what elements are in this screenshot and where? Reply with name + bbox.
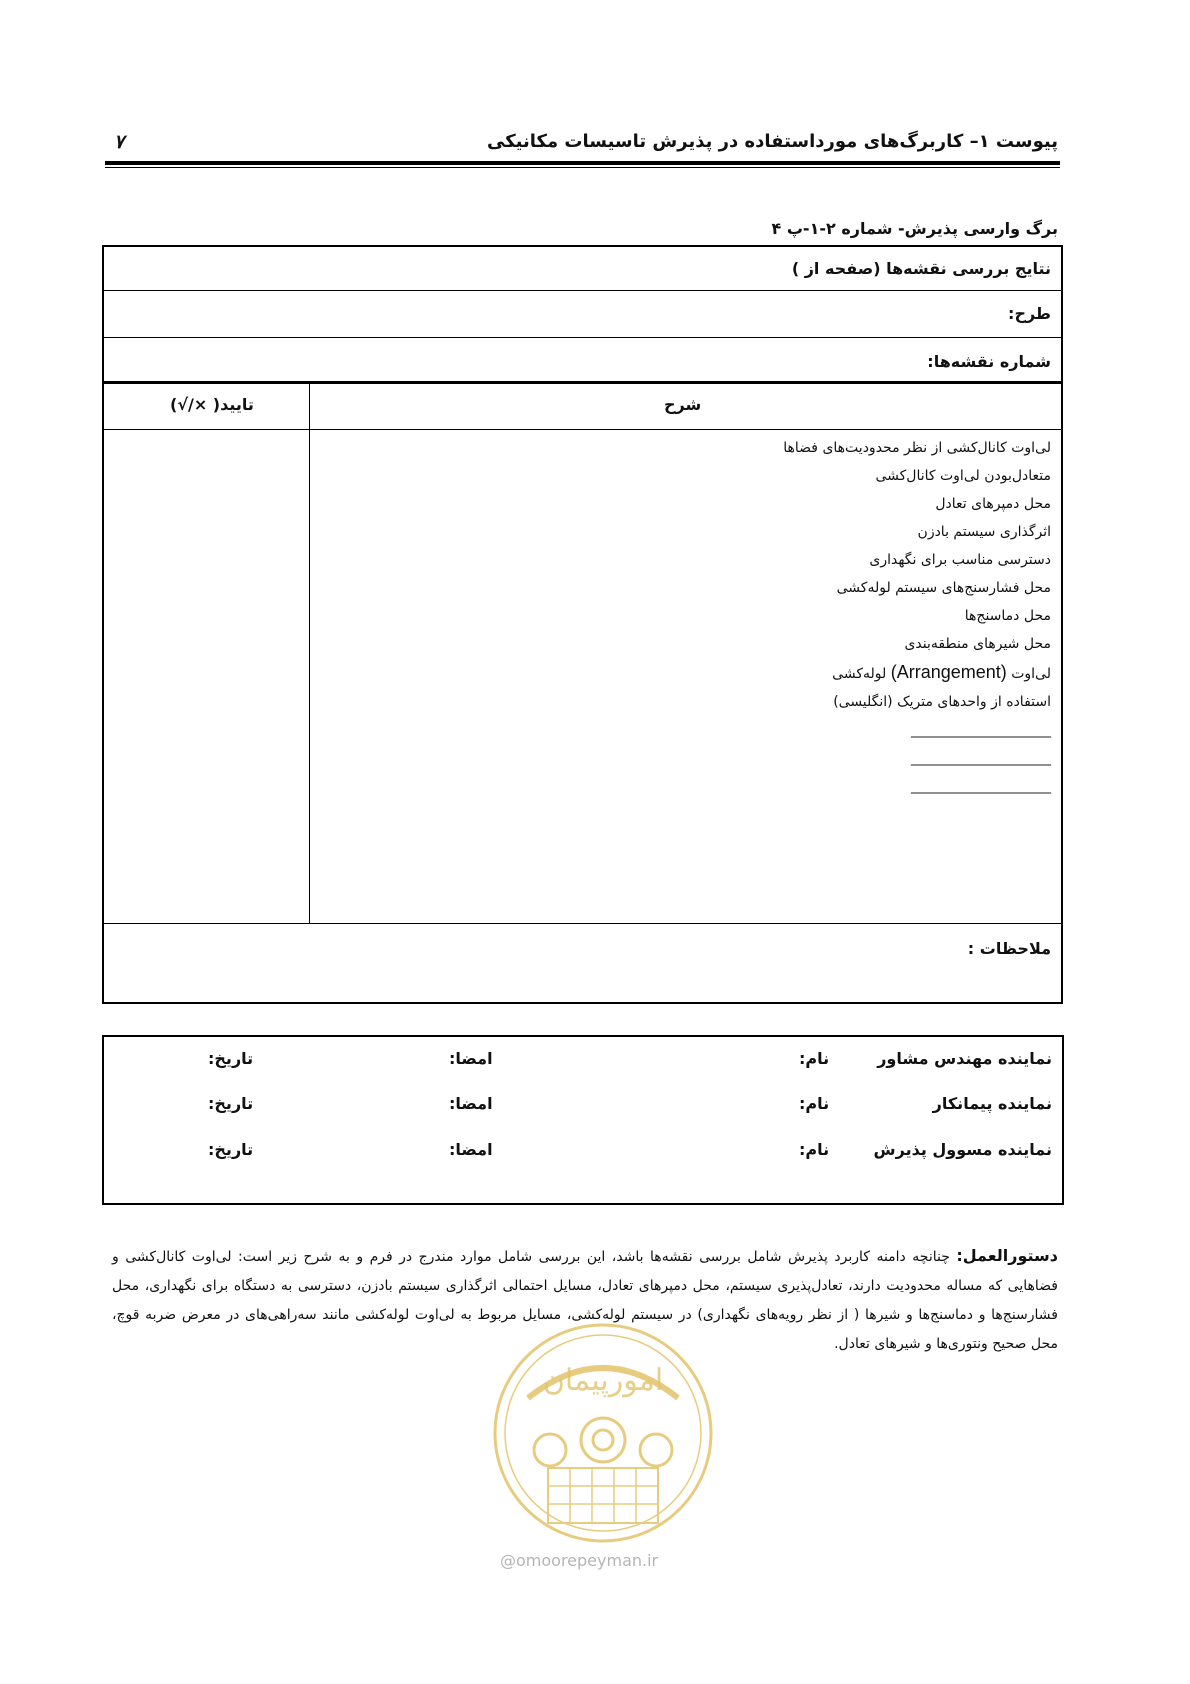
watermark-url: @omoorepeyman.ir: [500, 1551, 659, 1570]
watermark-logo-icon: [488, 1318, 718, 1548]
blank-line: ____________________: [911, 778, 1051, 794]
form-row-divider: [104, 290, 1061, 291]
checklist-item: استفاده از واحدهای متریک (انگلیسی): [833, 694, 1051, 710]
sign-label: امضا:: [449, 1140, 493, 1159]
signature-role: نماینده مهندس مشاور: [877, 1049, 1052, 1068]
instructions-label: دستورالعمل:: [956, 1246, 1058, 1265]
remarks-label: ملاحظات :: [967, 939, 1051, 958]
name-label: نام:: [799, 1049, 830, 1068]
blank-line: ____________________: [911, 722, 1051, 738]
column-header-description: شرح: [664, 395, 702, 414]
checklist-item: محل دمپرهای تعادل: [935, 496, 1051, 512]
project-label: طرح:: [1008, 304, 1051, 323]
name-label: نام:: [799, 1140, 830, 1159]
date-label: تاریخ:: [208, 1140, 254, 1159]
svg-text:امورپیمان: امورپیمان: [542, 1363, 664, 1398]
checklist-item: محل فشارسنج‌های سیستم لوله‌کشی: [836, 580, 1051, 596]
date-label: تاریخ:: [208, 1094, 254, 1113]
sign-label: امضا:: [449, 1094, 493, 1113]
checklist-item: محل دماسنج‌ها: [964, 608, 1051, 624]
checklist-item: دسترسی مناسب برای نگهداری: [869, 552, 1051, 568]
signature-row: [104, 1049, 1062, 1079]
name-label: نام:: [799, 1094, 830, 1113]
form-row-divider: [104, 337, 1061, 338]
checklist-item: متعادل‌بودن لی‌اوت کانال‌کشی: [875, 468, 1051, 484]
signature-role: نماینده پیمانکار: [932, 1094, 1052, 1113]
sign-label: امضا:: [449, 1049, 493, 1068]
signature-row: [104, 1140, 1062, 1170]
date-label: تاریخ:: [208, 1049, 254, 1068]
drawing-numbers-label: شماره نقشه‌ها:: [927, 352, 1051, 371]
results-label: نتایج بررسی نقشه‌ها (صفحه از ): [791, 259, 1051, 278]
table-column-divider: [309, 382, 310, 923]
form-title: برگ وارسی پذیرش- شماره ۲-۱-پ ۴: [771, 219, 1058, 238]
checklist-item: محل شیرهای منطقه‌بندی: [904, 636, 1051, 652]
instructions-text: چنانچه دامنه کاربرد پذیرش شامل بررسی نقشه‌ها باشد، این بررسی شامل موارد مندرج در فرم و به شرح زیر است: لی‌اوت کانال‌کشی و فضاهایی که مساله محدودیت دارند، تعادل‌پذیری سیستم، محل دمپرهای تعادل، مسایل احتمالی اثرگذاری سیستم بادزن، دسترسی به دستگاه برای نگهداری، محل فشارسنج‌ها و دماسنج‌ها و شیرها ( از نظر رویه‌های نگهداری) در سیستم لوله‌کشی، مسایل مربوط به لی‌اوت لوله‌کشی مانند سه‌راهی‌های در معرض ضربه قوچ، محل صحیح ونتوری‌ها و شیرهای تعادل.: [112, 1249, 1058, 1352]
table-header-divider: [104, 429, 1061, 430]
signature-role: نماینده مسوول پذیرش: [873, 1140, 1052, 1159]
column-header-approval: تایید( ×/√): [170, 395, 254, 414]
form-row-divider: [104, 381, 1061, 384]
signature-row: [104, 1094, 1062, 1124]
header-rule-thin: [105, 167, 1060, 168]
page-number: ۷: [114, 131, 125, 153]
checklist-item: لی‌اوت کانال‌کشی از نظر محدودیت‌های فضاها: [783, 440, 1051, 456]
blank-line: ____________________: [911, 750, 1051, 766]
checklist-item-arrangement: لی‌اوت (Arrangement) لوله‌کشی: [832, 662, 1051, 682]
signature-box: [102, 1035, 1064, 1205]
document-header-title: پیوست ۱– کاربرگ‌های مورداستفاده در پذیرش تاسیسات مکانیکی: [487, 131, 1058, 152]
checklist-items: [783, 434, 1051, 800]
header-rule: [105, 161, 1060, 165]
checklist-item: اثرگذاری سیستم بادزن: [917, 524, 1051, 540]
inspection-form: [102, 245, 1063, 1004]
table-bottom-divider: [104, 923, 1061, 924]
